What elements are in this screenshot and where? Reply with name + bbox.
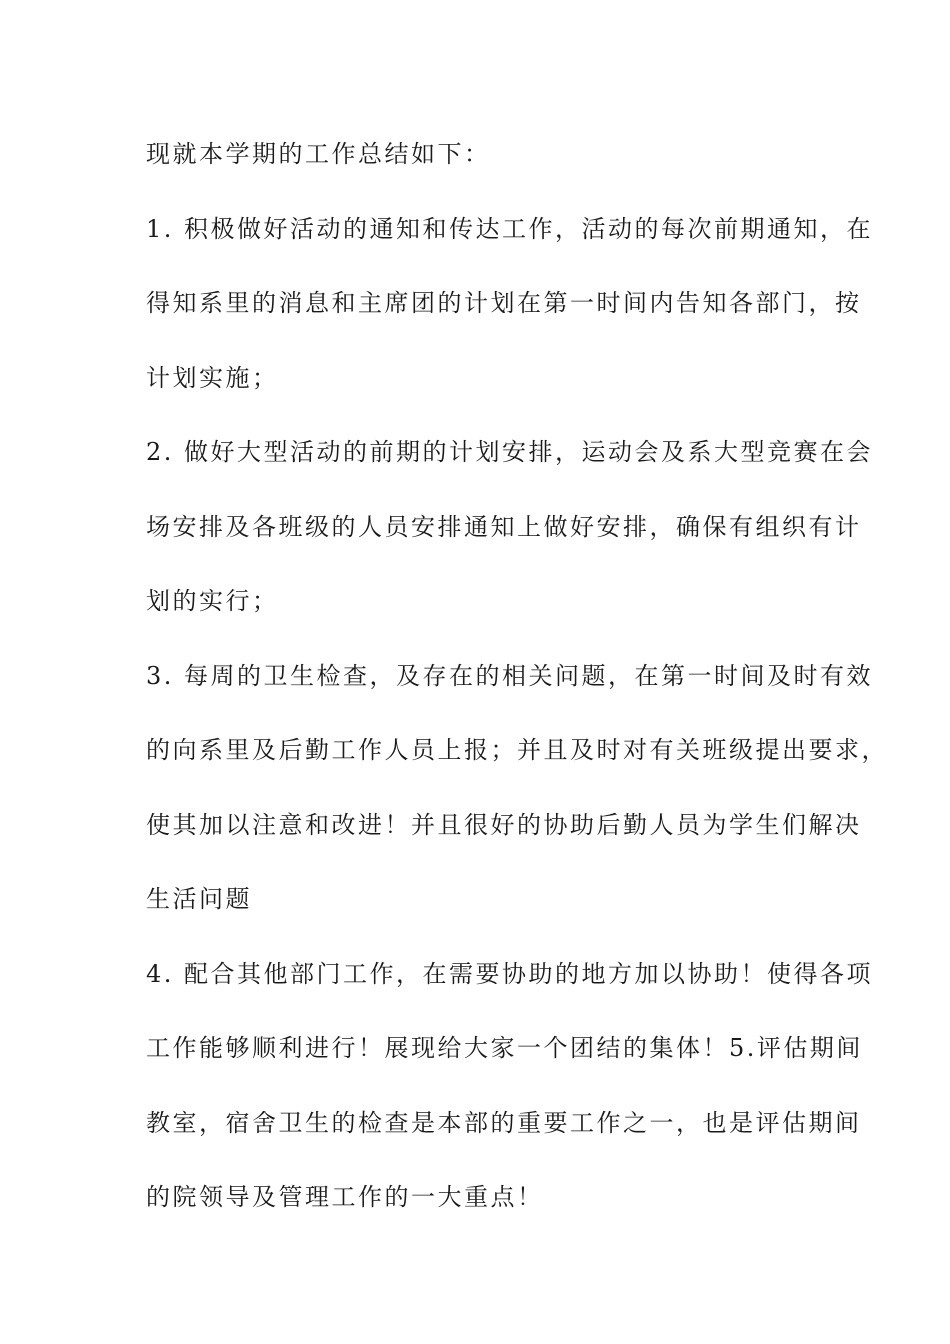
text-line: 教室，宿舍卫生的检查是本部的重要工作之一，也是评估期间	[146, 1108, 862, 1137]
text-line: 的院领导及管理工作的一大重点！	[146, 1183, 544, 1211]
text-line: 4. 配合其他部门工作，在需要协助的地方加以协助！使得各项	[146, 959, 874, 988]
text-line: 3. 每周的卫生检查，及存在的相关问题，在第一时间及时有效	[146, 661, 874, 690]
text-line: 现就本学期的工作总结如下：	[146, 140, 491, 168]
text-line: 2. 做好大型活动的前期的计划安排，运动会及系大型竞赛在会	[146, 438, 874, 466]
text-line: 场安排及各班级的人员安排通知上做好安排，确保有组织有计	[146, 512, 862, 541]
text-line: 1. 积极做好活动的通知和传达工作，活动的每次前期通知，在	[146, 214, 874, 243]
text-line: 计划实施；	[146, 363, 279, 392]
text-line: 得知系里的消息和主席团的计划在第一时间内告知各部门，按	[146, 289, 862, 317]
text-line: 划的实行；	[146, 587, 279, 615]
text-line: 生活问题	[146, 885, 252, 913]
document-body	[146, 126, 888, 1244]
text-line: 的向系里及后勤工作人员上报；并且及时对有关班级提出要求，	[146, 736, 888, 764]
text-line: 使其加以注意和改进！并且很好的协助后勤人员为学生们解决	[146, 810, 862, 839]
text-line: 工作能够顺利进行！展现给大家一个团结的集体！5.评估期间	[146, 1034, 863, 1062]
